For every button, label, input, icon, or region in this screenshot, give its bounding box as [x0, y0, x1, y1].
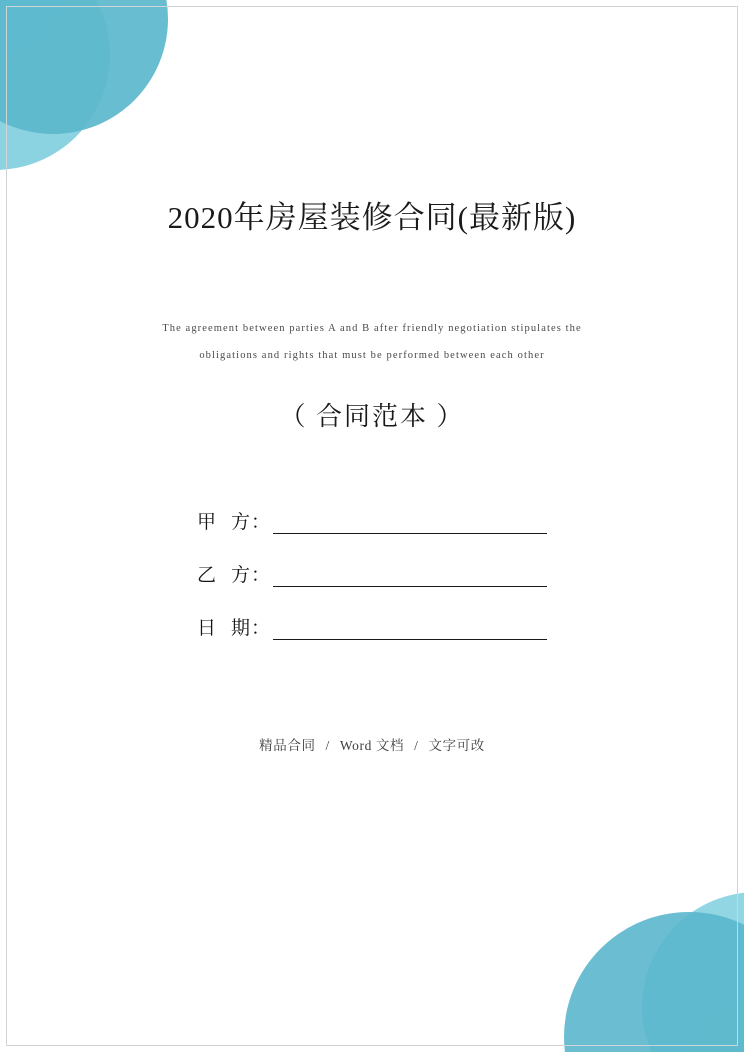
footer-item-2: Word 文档 — [339, 737, 405, 753]
field-row-party-a — [197, 507, 547, 534]
field-row-date — [197, 613, 547, 640]
field-label-party-a: 甲 方： — [197, 511, 272, 533]
footer-note — [259, 734, 485, 754]
field-label-date: 日 期： — [197, 617, 272, 639]
document-title: 2020年房屋装修合同(最新版) — [167, 200, 577, 235]
footer-item-1: 精品合同 — [259, 737, 316, 753]
document-subtitle-english — [137, 315, 607, 370]
field-input-date[interactable] — [273, 618, 547, 640]
footer-separator-2: / — [414, 737, 419, 753]
contract-sample-label: （ 合同范本 ） — [279, 401, 465, 431]
footer-item-3: 文字可改 — [428, 737, 485, 753]
signature-fields — [197, 507, 547, 666]
footer-separator-1: / — [325, 737, 330, 753]
field-input-party-b[interactable] — [273, 565, 547, 587]
field-input-party-a[interactable] — [273, 512, 547, 534]
field-label-party-b: 乙 方： — [197, 564, 272, 586]
field-row-party-b — [197, 560, 547, 587]
subtitle-line-2: obligations and rights that must be performed between each other — [199, 350, 545, 362]
subtitle-line-1: The agreement between parties A and B after friendly negotiation stipulates the — [162, 323, 582, 334]
